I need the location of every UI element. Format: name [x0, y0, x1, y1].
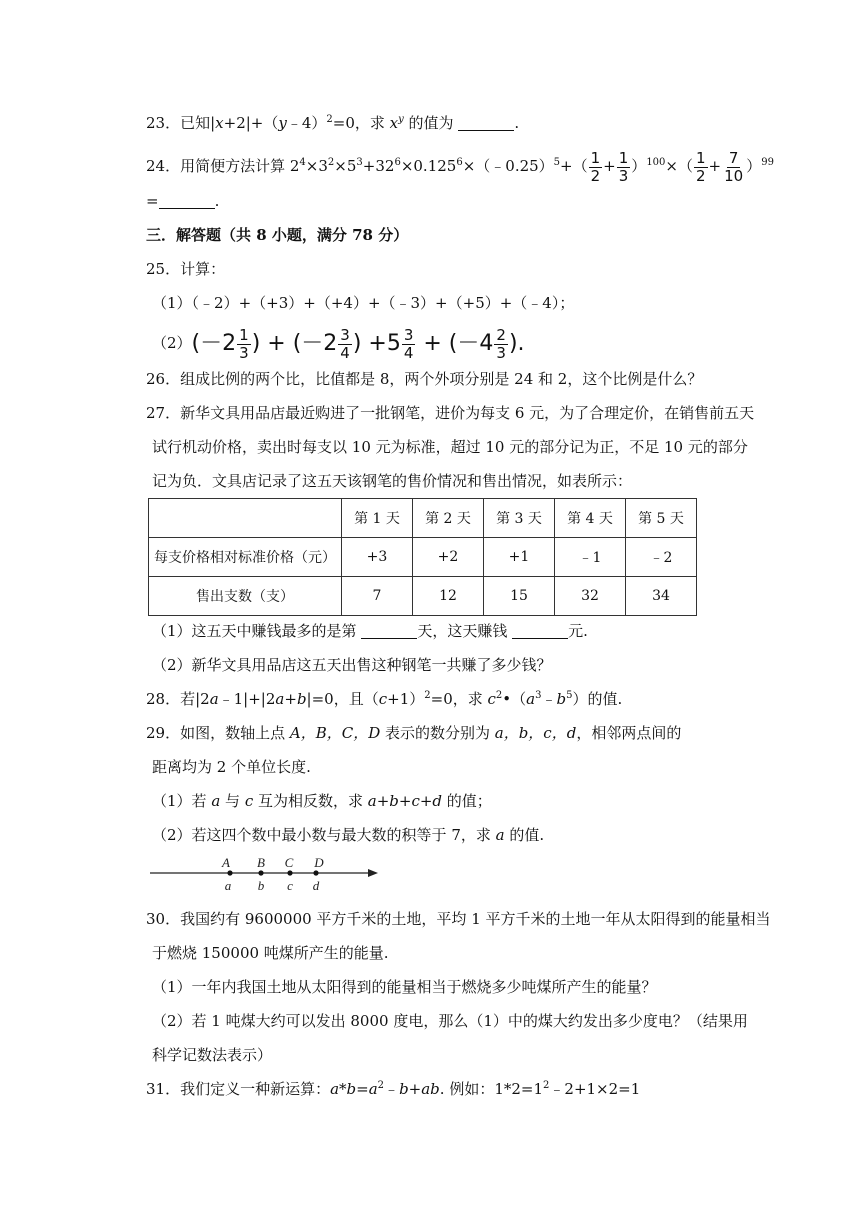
q24-text: ×5	[334, 157, 357, 175]
question-31	[146, 1078, 640, 1100]
q28-var: c	[487, 690, 496, 708]
q27-text: （1）这五天中赚钱最多的是第	[152, 622, 362, 640]
fraction	[338, 327, 352, 362]
q29-text: （1）若	[152, 792, 212, 810]
question-29-line-1	[146, 722, 681, 744]
q24-text: .	[214, 192, 220, 210]
fraction-numerator: 1	[618, 148, 629, 167]
q29-text: 表示的数分别为	[380, 724, 495, 742]
q24-text: +（	[560, 157, 588, 175]
axis-value-label: c	[287, 878, 293, 893]
q24-number: 24．	[146, 157, 181, 175]
q28-text: 28．若|2	[146, 690, 210, 708]
q28-text: +	[284, 690, 297, 708]
q31-text: =	[356, 1080, 369, 1098]
question-25-part-1: （1）（﹣2）+（+3）+（+4）+（﹣3）+（+5）+（﹣4）；	[152, 294, 575, 312]
q23-var: x	[215, 114, 224, 132]
q23-text: =0，求	[332, 114, 390, 132]
table-header-cell: 第 5 天	[626, 499, 697, 538]
arrow-icon	[368, 869, 378, 877]
q28-exponent: 3	[535, 690, 542, 701]
q25-text: 计算：	[180, 260, 226, 278]
fraction-denominator: 4	[340, 343, 350, 362]
q28-var: a	[526, 690, 536, 708]
fraction-denominator: 2	[695, 166, 706, 185]
q24-exponent: 99	[761, 157, 774, 168]
sales-table	[148, 498, 697, 616]
q23-text: .	[514, 114, 520, 132]
number-line-figure	[148, 854, 388, 894]
fraction-numerator: 1	[695, 148, 706, 167]
axis-point-dot	[287, 870, 292, 875]
axis-point-label: C	[284, 855, 294, 870]
q31-text: ﹣	[384, 1080, 400, 1098]
q28-text: ﹣1|+|2	[218, 690, 276, 708]
axis-point-label: B	[257, 855, 265, 870]
section-heading: 三．解答题（共 8 小题，满分 78 分）	[146, 226, 409, 244]
fraction	[237, 327, 251, 362]
fraction-numerator: 1	[590, 148, 601, 167]
answer-blank[interactable]	[512, 622, 568, 639]
table-cell: 每支价格相对标准价格（元）	[149, 538, 342, 577]
fraction	[589, 150, 603, 185]
q24-exponent: 4	[299, 157, 306, 168]
question-30-sub-2: （2）若 1 吨煤大约可以发出 8000 度电，那么（1）中的煤大约发出多少度电？（结果用	[152, 1012, 748, 1030]
q24-text: ）	[631, 157, 647, 175]
fraction-denominator: 10	[724, 166, 744, 185]
q31-var: b+ab	[399, 1080, 440, 1098]
q31-text: . 例如：1*2=1	[439, 1080, 544, 1098]
q23-text: ﹣4）	[286, 114, 327, 132]
table-cell: +1	[484, 538, 555, 577]
question-30-sub-2-cont: 科学记数法表示）	[152, 1046, 273, 1064]
fraction-numerator: 7	[728, 148, 739, 167]
fraction	[694, 150, 708, 185]
q28-text: ﹣	[541, 690, 557, 708]
question-27-sub-2: （2）新华文具用品店这五天出售这种钢笔一共赚了多少钱？	[152, 656, 552, 674]
question-29-sub-1	[152, 790, 492, 812]
q28-exponent: 2	[495, 690, 503, 701]
q23-text: 已知|	[180, 114, 216, 132]
question-25-part-2	[152, 324, 525, 363]
table-header-cell	[149, 499, 342, 538]
question-28	[146, 688, 622, 710]
question-25	[146, 258, 225, 280]
table-row	[149, 577, 697, 616]
q29-text: 互为相反数，求	[253, 792, 368, 810]
table-cell: 12	[413, 577, 484, 616]
fraction-denominator: 3	[496, 343, 506, 362]
table-row	[149, 538, 697, 577]
fraction	[494, 327, 508, 362]
question-30-line-2: 于燃烧 150000 吨煤所产生的能量.	[152, 944, 389, 962]
q28-text: =0，求	[430, 690, 488, 708]
q29-var: a+b+c+d	[367, 792, 443, 810]
q24-text: =	[146, 192, 159, 210]
axis-point-label: A	[222, 855, 230, 870]
table-cell: ﹣1	[555, 538, 626, 577]
table-header-row	[149, 499, 697, 538]
q29-text: 29．如图，数轴上点	[146, 724, 290, 742]
q28-var: c	[378, 690, 388, 708]
q28-text: |=0，且（	[306, 690, 379, 708]
fraction-denominator: 3	[239, 343, 249, 362]
table-cell: 34	[626, 577, 697, 616]
q28-text: ）的值.	[572, 690, 623, 708]
q28-exponent: 5	[566, 690, 573, 701]
question-24	[146, 146, 774, 186]
axis-value-label: a	[224, 878, 232, 893]
q25-text: ) + (－2	[251, 331, 338, 356]
q23-number: 23．	[146, 114, 181, 132]
q29-text: 与	[220, 792, 245, 810]
table-header-cell: 第 2 天	[413, 499, 484, 538]
question-30-sub-1: （1）一年内我国土地从太阳得到的能量相当于燃烧多少吨煤所产生的能量？	[152, 978, 657, 996]
q28-text: •（	[502, 690, 527, 708]
question-27-sub-1	[152, 620, 588, 642]
axis-point-label: D	[314, 855, 324, 870]
table-header-cell: 第 1 天	[342, 499, 413, 538]
fraction-numerator: 2	[496, 325, 506, 344]
question-30-line-1: 30．我国约有 9600000 平方千米的土地，平均 1 平方千米的土地一年从太阳得到的能量相当	[146, 910, 771, 928]
axis-point-dot	[227, 870, 232, 875]
q29-var: a	[211, 792, 221, 810]
q29-text: （2）若这四个数中最小数与最大数的积等于 7，求	[152, 826, 496, 844]
q29-var: c	[244, 792, 254, 810]
question-23	[146, 112, 519, 134]
q28-text: +1）	[387, 690, 425, 708]
q29-text: ，相邻两点间的	[576, 724, 682, 742]
axis-point-dot	[258, 870, 263, 875]
table-header-cell: 第 3 天	[484, 499, 555, 538]
q24-text: +32	[362, 157, 395, 175]
q28-var: b	[296, 690, 307, 708]
q31-exponent: 2	[543, 1080, 550, 1091]
table-cell: ﹣2	[626, 538, 697, 577]
q31-exponent: 2	[377, 1080, 385, 1091]
table-header-cell: 第 4 天	[555, 499, 626, 538]
question-27-line-1: 27．新华文具用品店最近购进了一批钢笔，进价为每支 6 元，为了合理定价，在销售前五天	[146, 404, 755, 422]
question-27-line-2: 试行机动价格，卖出时每支以 10 元为标准，超过 10 元的部分记为正，不足 10 元的部分	[152, 438, 748, 456]
q27-text: 天，这天赚钱	[417, 622, 513, 640]
fraction-numerator: 3	[340, 325, 350, 344]
q24-text: +	[603, 157, 616, 175]
q24-text: ×（﹣0.25）	[462, 157, 554, 175]
q25-text: + (－4	[416, 331, 494, 356]
fraction	[722, 150, 745, 185]
axis-value-label: b	[257, 878, 265, 893]
question-24-answer-line	[146, 190, 219, 212]
q24-text: +	[708, 157, 722, 175]
axis-value-label: d	[312, 878, 320, 893]
fraction-denominator: 3	[618, 166, 629, 185]
fraction	[402, 327, 416, 362]
q28-var: b	[556, 690, 567, 708]
q24-text: ×0.125	[400, 157, 457, 175]
q23-exponent: y	[398, 114, 404, 125]
answer-blank[interactable]	[159, 192, 215, 209]
q24-exponent: 2	[327, 157, 335, 168]
q31-text: 31．我们定义一种新运算：	[146, 1080, 331, 1098]
q24-exponent: 6	[456, 157, 463, 168]
table-cell: +3	[342, 538, 413, 577]
q29-text: 的值.	[504, 826, 545, 844]
q28-var: a	[275, 690, 285, 708]
q24-text: 用简便方法计算 2	[180, 157, 300, 175]
q29-var: a，b，c，d	[494, 724, 577, 742]
answer-blank[interactable]	[458, 114, 514, 131]
question-29-sub-2	[152, 824, 544, 846]
q23-exponent: 2	[326, 114, 333, 125]
q28-exponent: 2	[424, 690, 431, 701]
q24-exponent: 100	[646, 157, 666, 168]
answer-blank[interactable]	[361, 622, 417, 639]
q28-var: a	[209, 690, 219, 708]
fraction-denominator: 2	[590, 166, 601, 185]
q23-text: +2|+（	[223, 114, 279, 132]
q23-text: 的值为	[403, 114, 459, 132]
q31-var: a*b	[330, 1080, 357, 1098]
fraction	[617, 150, 631, 185]
q24-exponent: 5	[553, 157, 561, 168]
q24-text: ）	[746, 157, 762, 175]
q25-text: ).	[508, 331, 525, 356]
q24-exponent: 3	[356, 157, 363, 168]
q31-var: a	[368, 1080, 378, 1098]
q29-var: a	[495, 826, 505, 844]
fraction-numerator: 3	[403, 325, 414, 344]
table-cell: 32	[555, 577, 626, 616]
q25-text: (－2	[191, 331, 237, 356]
table-cell: 7	[342, 577, 413, 616]
fraction-numerator: 1	[239, 325, 249, 344]
q25-text: ) +5	[352, 331, 401, 356]
fraction-denominator: 4	[403, 343, 414, 362]
q25-number: 25．	[146, 260, 181, 278]
q23-var: x	[389, 114, 399, 132]
question-29-line-2: 距离均为 2 个单位长度.	[152, 758, 311, 776]
table-cell: 售出支数（支）	[149, 577, 342, 616]
q24-exponent: 6	[394, 157, 401, 168]
q31-text: ﹣2+1×2=1	[549, 1080, 641, 1098]
q29-var: A，B，C，D	[289, 724, 381, 742]
q24-text: ×（	[665, 157, 693, 175]
q25-text: （2）	[152, 334, 192, 352]
table-cell: +2	[413, 538, 484, 577]
question-26: 26．组成比例的两个比，比值都是 8，两个外项分别是 24 和 2，这个比例是什么？	[146, 370, 703, 388]
question-27-line-3: 记为负．文具店记录了这五天该钢笔的售价情况和售出情况，如表所示：	[152, 472, 633, 490]
q23-var: y	[278, 114, 287, 132]
axis-point-dot	[313, 870, 318, 875]
q24-text: ×3	[305, 157, 328, 175]
q29-text: 的值；	[442, 792, 492, 810]
q27-text: 元.	[568, 622, 588, 640]
table-cell: 15	[484, 577, 555, 616]
